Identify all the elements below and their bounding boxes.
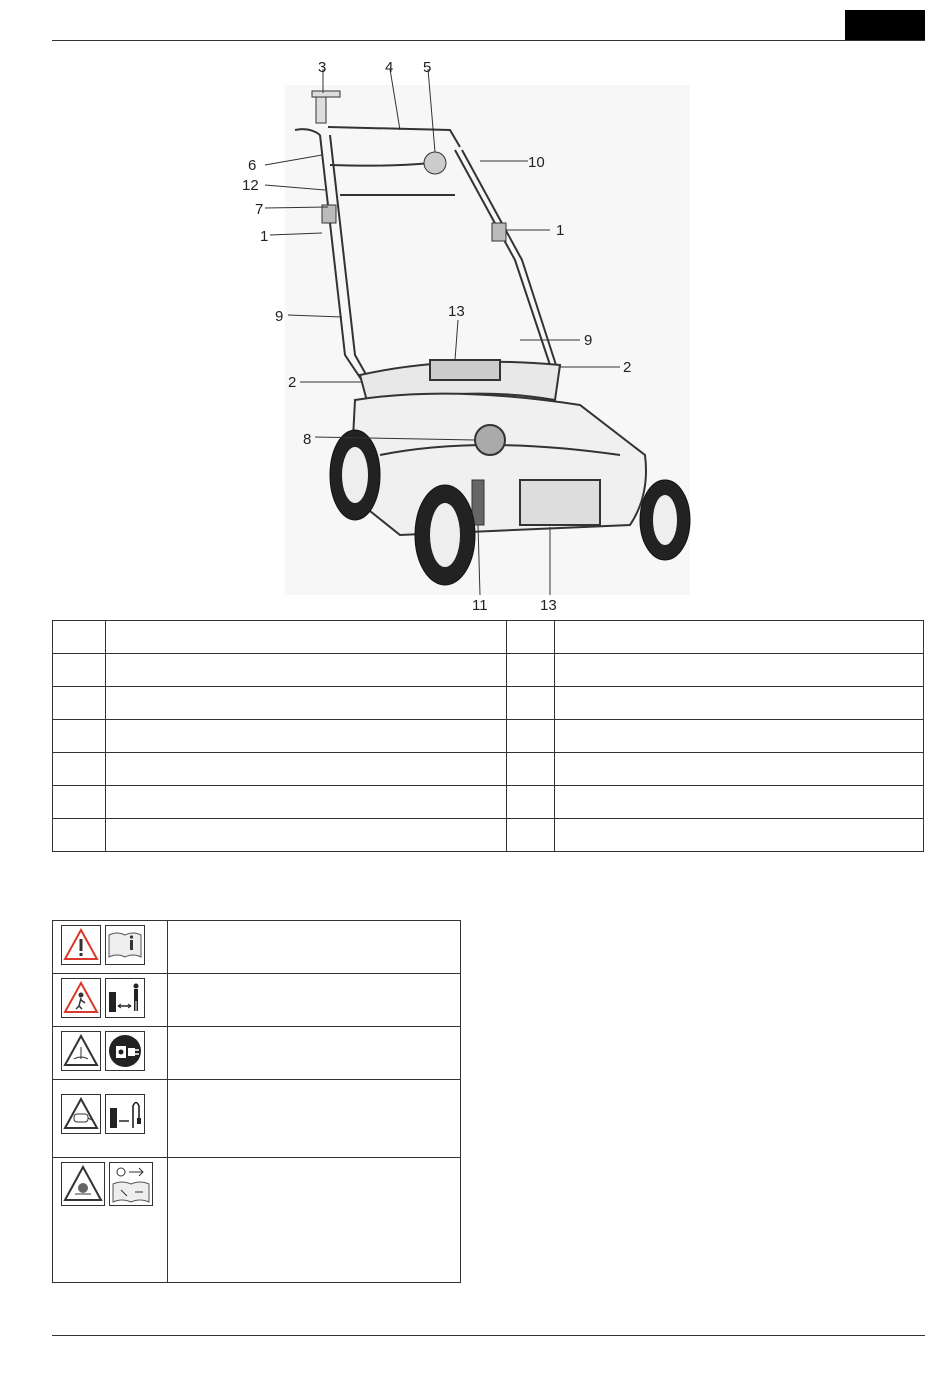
part-number-cell xyxy=(53,687,106,720)
part-number-cell xyxy=(53,786,106,819)
callout-1-right: 1 xyxy=(556,222,565,239)
symbol-text xyxy=(168,1080,461,1158)
part-number-cell xyxy=(53,819,106,852)
callout-5: 5 xyxy=(423,59,432,76)
callout-6: 6 xyxy=(248,157,257,174)
callout-7: 7 xyxy=(255,201,264,218)
part-description-cell xyxy=(555,753,924,786)
part-number-cell xyxy=(507,621,555,654)
parts-row xyxy=(53,720,924,753)
warning-icon xyxy=(61,925,101,965)
thrown-objects-warning-icon xyxy=(61,978,101,1018)
part-description-cell xyxy=(555,786,924,819)
callout-3: 3 xyxy=(318,59,327,76)
cable-clip-5 xyxy=(424,152,446,174)
callout-9-right: 9 xyxy=(584,332,593,349)
parts-row xyxy=(53,819,924,852)
bystander-distance-icon xyxy=(105,978,145,1018)
part-description-cell xyxy=(106,687,507,720)
part-description-cell xyxy=(555,720,924,753)
symbol-text xyxy=(168,974,461,1027)
rotating-blade-warning-icon xyxy=(61,1162,105,1206)
callout-12: 12 xyxy=(242,177,259,194)
part-description-cell xyxy=(555,654,924,687)
footer-rule xyxy=(52,1335,925,1336)
parts-table xyxy=(52,620,924,852)
unplug-icon xyxy=(105,1031,145,1071)
part-description-cell xyxy=(106,753,507,786)
cable-distance-icon xyxy=(105,1094,145,1134)
lever-3-grip xyxy=(312,91,340,97)
callout-13-bottom: 13 xyxy=(540,597,557,614)
callout-2-right: 2 xyxy=(623,359,632,376)
part-description-cell xyxy=(555,819,924,852)
part-number-cell xyxy=(507,720,555,753)
header-rule xyxy=(52,40,925,41)
callout-4: 4 xyxy=(385,59,394,76)
scarifier-drawing xyxy=(242,55,670,615)
callout-11: 11 xyxy=(472,597,488,614)
parts-row xyxy=(53,687,924,720)
blade-warning-icon xyxy=(61,1031,101,1071)
symbol-row xyxy=(53,1080,461,1158)
part-number-cell xyxy=(507,753,555,786)
part-description-cell xyxy=(106,654,507,687)
parts-row xyxy=(53,753,924,786)
scarifier-diagram xyxy=(242,55,670,615)
symbol-text xyxy=(168,1158,461,1283)
part-description-cell xyxy=(106,621,507,654)
height-knob-8 xyxy=(475,425,505,455)
symbol-row xyxy=(53,1158,461,1283)
part-number-cell xyxy=(53,621,106,654)
callout-9-left: 9 xyxy=(275,308,284,325)
part-number-cell xyxy=(53,720,106,753)
part-number-cell xyxy=(53,654,106,687)
parts-row xyxy=(53,786,924,819)
symbol-text xyxy=(168,1027,461,1080)
part-number-cell xyxy=(507,687,555,720)
callout-8: 8 xyxy=(303,431,312,448)
cable-warning-icon xyxy=(61,1094,101,1134)
part-number-cell xyxy=(507,819,555,852)
part-description-cell xyxy=(106,720,507,753)
callout-10: 10 xyxy=(528,154,545,171)
callout-13-top: 13 xyxy=(448,303,465,320)
part-description-cell xyxy=(106,819,507,852)
maintenance-manual-icon xyxy=(109,1162,153,1206)
callout-1-left: 1 xyxy=(260,228,269,245)
symbol-row xyxy=(53,1027,461,1080)
symbol-row xyxy=(53,921,461,974)
part-description-cell xyxy=(555,687,924,720)
symbol-text xyxy=(168,921,461,974)
parts-row xyxy=(53,654,924,687)
language-tab xyxy=(845,10,925,41)
manual-info-icon xyxy=(105,925,145,965)
part-description-cell xyxy=(106,786,507,819)
symbol-row xyxy=(53,974,461,1027)
part-number-cell xyxy=(507,654,555,687)
knob-1-left xyxy=(322,205,336,223)
callout-2-left: 2 xyxy=(288,374,297,391)
knob-1-right xyxy=(492,223,506,241)
part-description-cell xyxy=(555,621,924,654)
part-number-cell xyxy=(507,786,555,819)
symbols-table xyxy=(52,920,461,1283)
parts-row xyxy=(53,621,924,654)
part-number-cell xyxy=(53,753,106,786)
